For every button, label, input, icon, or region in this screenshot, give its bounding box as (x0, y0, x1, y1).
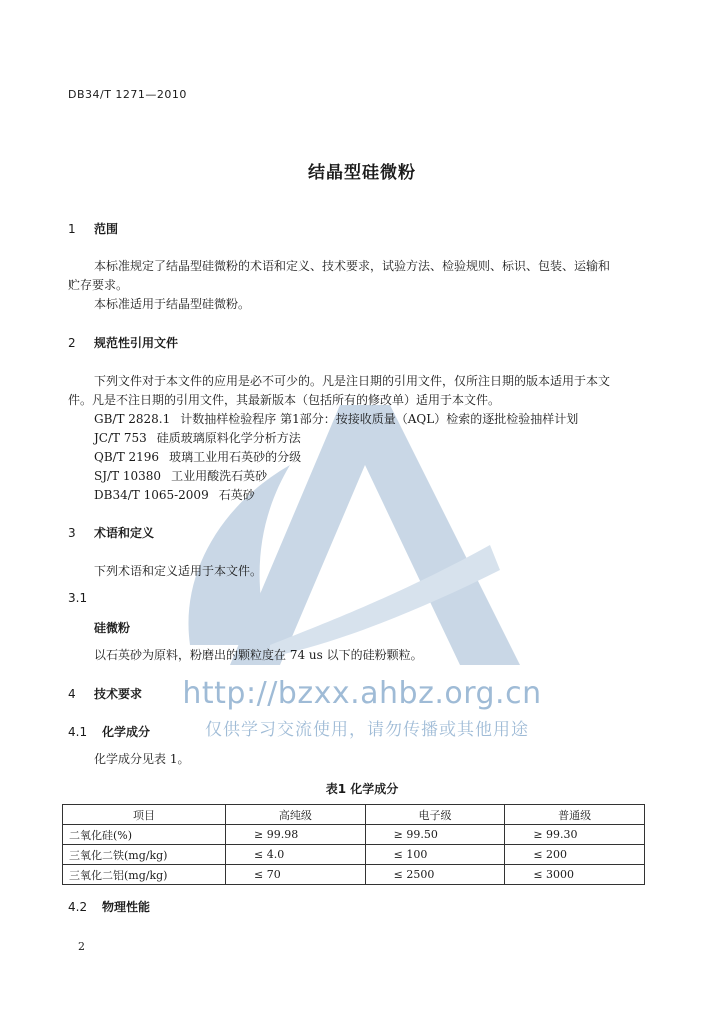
table-cell-value: ≤ 100 (365, 845, 505, 865)
table-cell-item: 三氧化二铁(mg/kg) (63, 845, 226, 865)
term-definition: 以石英砂为原料，粉磨出的颗粒度在 74 us 以下的硅粉颗粒。 (94, 648, 423, 662)
reference-code: GB/T 2828.1 (94, 412, 171, 426)
page-number: 2 (78, 940, 85, 953)
section-3-heading (68, 524, 154, 541)
section-1-paragraph-1-line-1: 本标准规定了结晶型硅微粉的术语和定义、技术要求，试验方法、检验规则、标识、包装、运输和 (94, 259, 611, 273)
subsection-4-1-text: 化学成分见表 1。 (94, 752, 190, 766)
section-1-title: 范围 (94, 222, 119, 236)
reference-item (94, 429, 301, 448)
section-1-number: 1 (68, 222, 76, 236)
table-cell-value: ≤ 4.0 (226, 845, 366, 865)
section-4-number: 4 (68, 687, 76, 701)
document-code: DB34/T 1271—2010 (68, 88, 187, 101)
table-header-row (63, 805, 645, 825)
table-cell-value: ≤ 3000 (505, 865, 645, 885)
table-row (63, 825, 645, 845)
table-cell-item: 三氧化二铝(mg/kg) (63, 865, 226, 885)
subsection-4-1-number: 4.1 (68, 725, 88, 739)
reference-code: JC/T 753 (94, 431, 147, 445)
table-caption: 表1 化学成分 (325, 782, 399, 796)
reference-item (94, 467, 267, 486)
section-1-paragraph-1-line-2: 贮存要求。 (68, 278, 129, 292)
table-row (63, 865, 645, 885)
section-2-intro-line-1: 下列文件对于本文件的应用是必不可少的。凡是注日期的引用文件，仅所注日期的版本适用于本文 (94, 374, 611, 388)
reference-name: 硅质玻璃原料化学分析方法 (156, 431, 301, 445)
section-2-heading (68, 334, 178, 351)
watermark-url: http://bzxx.ahbz.org.cn (182, 676, 542, 711)
table-cell-value: ≥ 99.30 (505, 825, 645, 845)
reference-item (94, 410, 578, 429)
reference-name: 石英砂 (218, 488, 255, 502)
chemical-composition-table (62, 804, 645, 885)
section-2-intro-line-2: 件。凡是不注日期的引用文件，其最新版本（包括所有的修改单）适用于本文件。 (68, 393, 501, 407)
section-1-heading (68, 220, 118, 237)
section-3-number: 3 (68, 526, 76, 540)
subsection-4-2-number: 4.2 (68, 900, 88, 914)
table-cell-value: ≤ 2500 (365, 865, 505, 885)
table-cell-value: ≥ 99.50 (365, 825, 505, 845)
section-2-title: 规范性引用文件 (94, 336, 179, 350)
reference-name: 工业用酸洗石英砂 (171, 469, 268, 483)
reference-code: SJ/T 10380 (94, 469, 162, 483)
watermark-note: 仅供学习交流使用，请勿传播或其他用途 (205, 720, 529, 740)
reference-name: 玻璃工业用石英砂的分级 (169, 450, 302, 464)
reference-item (94, 486, 255, 505)
reference-item (94, 448, 301, 467)
table-header-cell: 普通级 (505, 805, 645, 825)
table-row (63, 845, 645, 865)
reference-code: QB/T 2196 (94, 450, 160, 464)
table-header-cell: 高纯级 (226, 805, 366, 825)
table-cell-value: ≤ 70 (226, 865, 366, 885)
table-header-cell: 项目 (63, 805, 226, 825)
table-cell-item: 二氧化硅(%) (63, 825, 226, 845)
term-heading: 硅微粉 (94, 621, 131, 635)
section-2-number: 2 (68, 336, 76, 350)
subsection-3-1-number: 3.1 (68, 591, 88, 605)
table-cell-value: ≥ 99.98 (226, 825, 366, 845)
reference-name: 计数抽样检验程序 第1部分：按接收质量（AQL）检索的逐批检验抽样计划 (180, 412, 579, 426)
document-title: 结晶型硅微粉 (308, 163, 416, 183)
section-3-intro: 下列术语和定义适用于本文件。 (94, 564, 263, 578)
table-cell-value: ≤ 200 (505, 845, 645, 865)
subsection-4-2-heading (68, 898, 150, 915)
section-4-title: 技术要求 (94, 687, 143, 701)
table-header-cell: 电子级 (365, 805, 505, 825)
subsection-4-2-title: 物理性能 (102, 900, 151, 914)
section-3-title: 术语和定义 (94, 526, 155, 540)
subsection-4-1-title: 化学成分 (102, 725, 151, 739)
reference-code: DB34/T 1065-2009 (94, 488, 209, 502)
section-1-paragraph-2: 本标准适用于结晶型硅微粉。 (94, 297, 251, 311)
